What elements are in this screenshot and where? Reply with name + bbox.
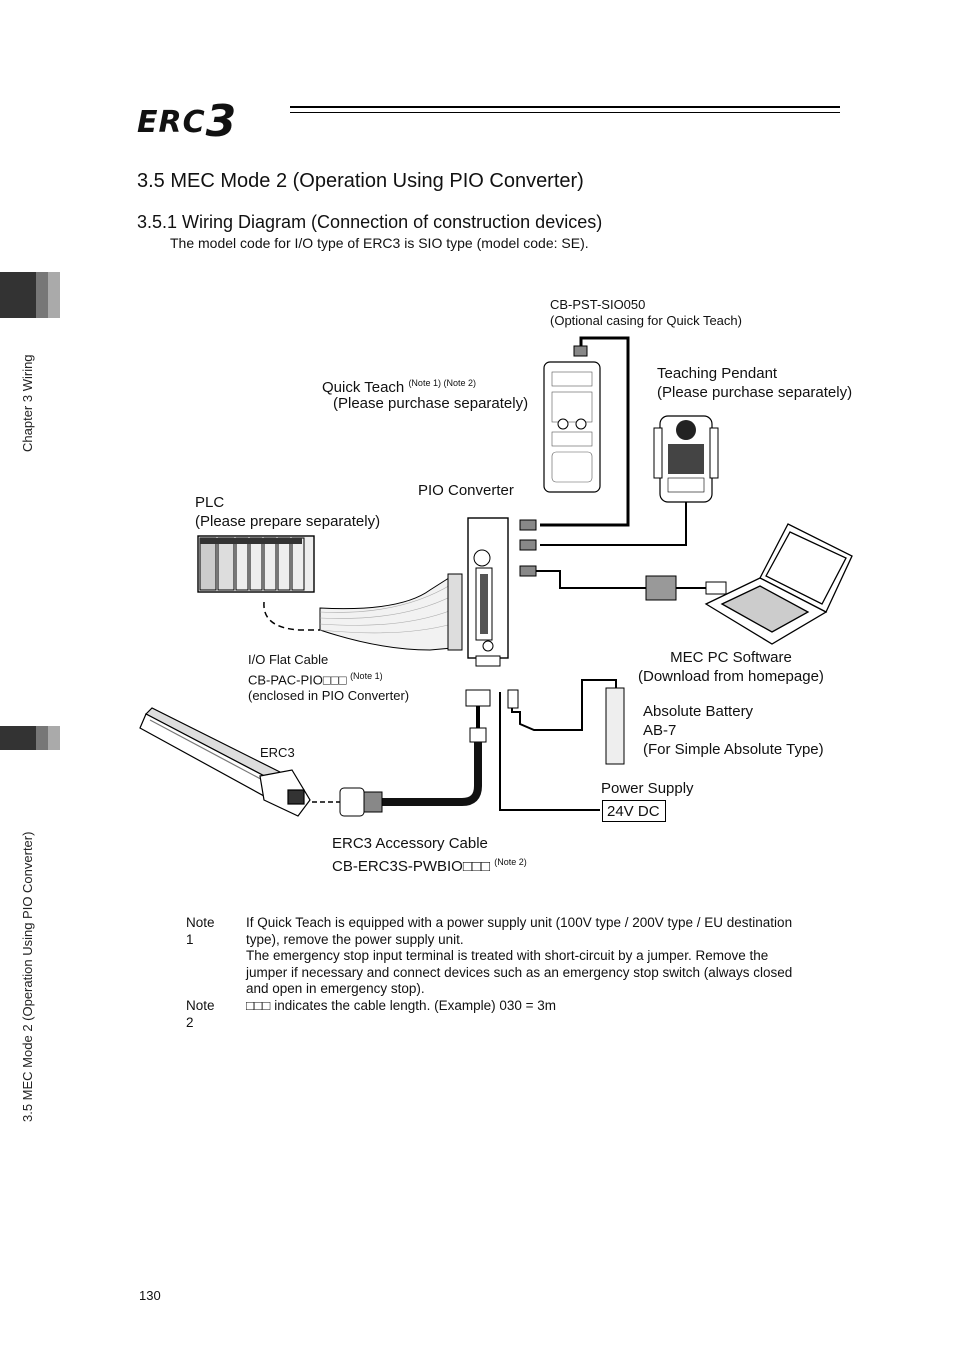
mec-line2: (Download from homepage): [638, 668, 824, 685]
logo-number: 3: [205, 96, 238, 147]
note-label: Note 1: [186, 915, 215, 947]
battery-label: [643, 702, 824, 759]
plc-label: [195, 493, 380, 531]
pio-connectors: [520, 520, 536, 576]
page-number: 130: [139, 1288, 161, 1303]
plc-device: [198, 536, 314, 592]
note-line: and open in emergency stop).: [246, 981, 425, 996]
plc-line1: PLC: [195, 494, 225, 511]
io-cable-line1: I/O Flat Cable: [248, 652, 329, 667]
section-tab-label: 3.5 MEC Mode 2 (Operation Using PIO Converter): [20, 831, 35, 1122]
note-line: □□□ indicates the cable length. (Example) 030 = 3m: [246, 998, 556, 1013]
power-value-box: 24V DC: [602, 800, 666, 822]
io-flat-cable: [320, 574, 462, 650]
casing-connector: [574, 346, 587, 356]
intro-text: The model code for I/O type of ERC3 is SIO type (model code: SE).: [170, 235, 589, 251]
note-line: jumper if necessary and connect devices such as an emergency stop switch (always closed: [246, 964, 793, 980]
mec-software-label: [638, 648, 824, 686]
quick-teach-device: [544, 362, 600, 492]
quick-teach-sub: (Please purchase separately): [333, 395, 529, 412]
erc3-label: ERC3: [260, 745, 295, 760]
plc-dashed-link: [264, 602, 320, 630]
battery-device: [508, 680, 624, 764]
plc-line2: (Please prepare separately): [195, 513, 381, 530]
section-title: 3.5 MEC Mode 2 (Operation Using PIO Converter): [137, 170, 584, 192]
acc-cable-note: (Note 2): [494, 857, 527, 867]
quick-teach-notes: (Note 1) (Note 2): [408, 378, 476, 388]
chapter-tab-label: Chapter 3 Wiring: [20, 354, 35, 452]
erc3-actuator: [140, 708, 310, 816]
acc-cable-line2: CB-ERC3S-PWBIO□□□: [332, 858, 491, 875]
power-supply-label: Power Supply: [601, 780, 694, 797]
quick-teach-title: Quick Teach: [322, 379, 405, 396]
io-cable-label: [248, 652, 409, 704]
acc-cable-line1: ERC3 Accessory Cable: [332, 835, 488, 852]
note-label: Note 2: [186, 998, 215, 1030]
mec-line1: MEC PC Software: [670, 649, 792, 666]
usb-adapter: [646, 576, 676, 600]
logo-text: ERC: [137, 105, 206, 140]
cb-pst-label: [550, 297, 742, 329]
pio-converter-device: [468, 518, 508, 666]
battery-line1: Absolute Battery: [643, 703, 754, 720]
battery-line3: (For Simple Absolute Type): [643, 741, 824, 758]
usb-cable: [536, 571, 706, 588]
teaching-pendant-line2: (Please purchase separately): [657, 384, 853, 401]
io-cable-line2: CB-PAC-PIO□□□: [248, 672, 347, 688]
io-cable-note: (Note 1): [350, 671, 383, 681]
usb-plug: [706, 582, 726, 594]
subsection-title: 3.5.1 Wiring Diagram (Connection of construction devices): [137, 212, 603, 232]
cb-pst-line2: (Optional casing for Quick Teach): [550, 313, 742, 328]
note-line: If Quick Teach is equipped with a power supply unit (100V type / 200V type / EU destination: [246, 915, 793, 930]
power-cable: [500, 692, 600, 810]
teaching-pendant-line1: Teaching Pendant: [657, 365, 778, 382]
accessory-cable-label: [332, 834, 527, 876]
teaching-pendant-label: [657, 364, 852, 402]
note-line: The emergency stop input terminal is treated with short-circuit by a jumper. Remove the: [246, 948, 769, 963]
pio-converter-label: PIO Converter: [418, 482, 514, 499]
battery-line2: AB-7: [643, 722, 677, 739]
teaching-pendant-device: [654, 416, 718, 502]
accessory-cable: [312, 690, 490, 816]
laptop-device: [706, 524, 852, 644]
note-line: type), remove the power supply unit.: [246, 931, 464, 947]
cb-pst-line1: CB-PST-SIO050: [550, 297, 646, 312]
io-cable-line3: (enclosed in PIO Converter): [248, 688, 410, 704]
